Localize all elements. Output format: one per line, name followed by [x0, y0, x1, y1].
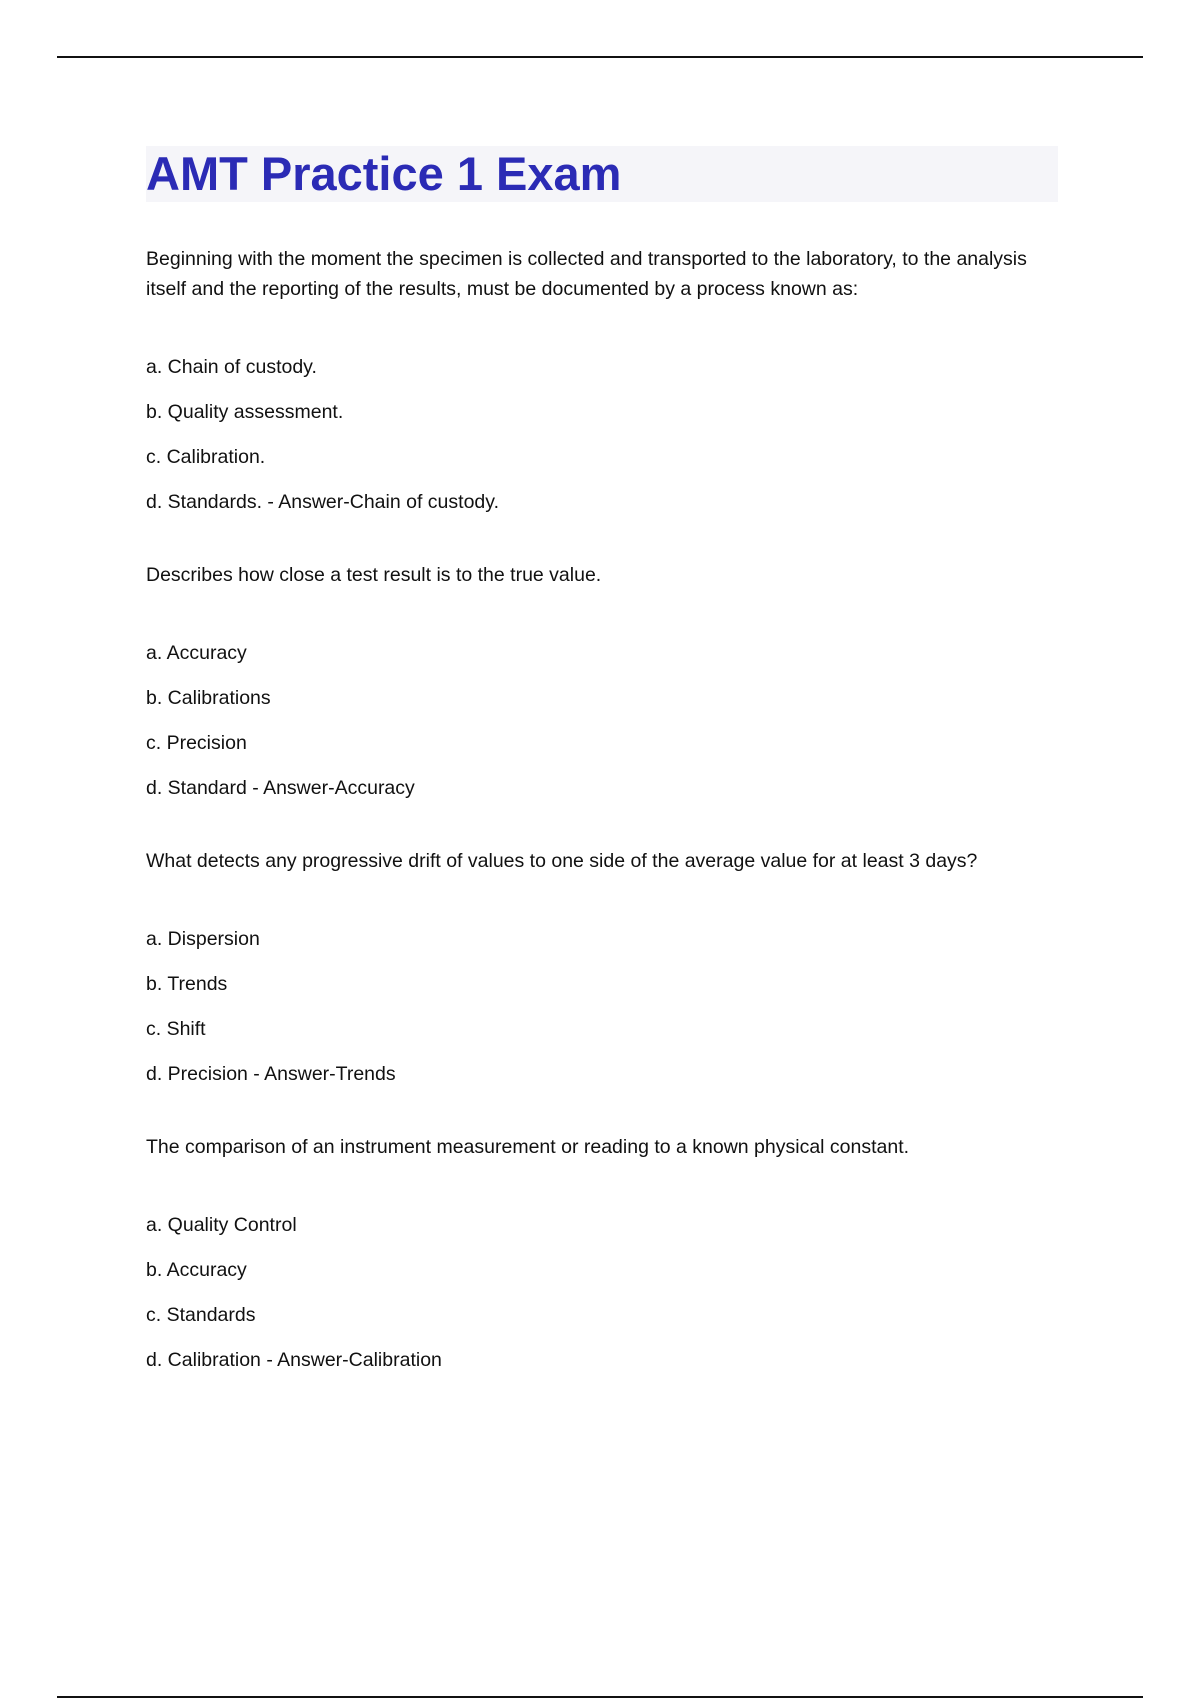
document-title: AMT Practice 1 Exam	[146, 147, 622, 200]
option-a: a. Accuracy	[146, 642, 247, 664]
options-list	[146, 638, 1058, 803]
option-a: a. Chain of custody.	[146, 356, 317, 378]
question-4	[146, 1132, 1058, 1375]
options-list	[146, 1210, 1058, 1375]
option-d-answer: d. Standard - Answer-Accuracy	[146, 777, 415, 799]
option-b: b. Calibrations	[146, 687, 271, 709]
question-1	[146, 244, 1058, 517]
option-c: c. Precision	[146, 732, 247, 754]
document-body	[146, 146, 1058, 1418]
option-c: c. Calibration.	[146, 446, 266, 468]
option-d-answer: d. Standards. - Answer-Chain of custody.	[146, 491, 499, 513]
question-text: Beginning with the moment the specimen is collected and transported to the laboratory, to the analysis itself and the reporting of the results, must be documented by a process known as:	[146, 248, 1027, 300]
question-text: What detects any progressive drift of values to one side of the average value for at least 3 days?	[146, 850, 978, 872]
footer-rule	[57, 1696, 1143, 1698]
option-c: c. Shift	[146, 1018, 206, 1040]
question-3	[146, 846, 1058, 1089]
question-2	[146, 560, 1058, 803]
option-d-answer: d. Calibration - Answer-Calibration	[146, 1349, 442, 1371]
option-b: b. Accuracy	[146, 1259, 247, 1281]
option-a: a. Quality Control	[146, 1214, 297, 1236]
title-band	[146, 146, 1058, 202]
header-rule	[57, 56, 1143, 58]
options-list	[146, 924, 1058, 1089]
option-d-answer: d. Precision - Answer-Trends	[146, 1063, 396, 1085]
option-b: b. Trends	[146, 973, 228, 995]
options-list	[146, 352, 1058, 517]
option-c: c. Standards	[146, 1304, 256, 1326]
question-text: The comparison of an instrument measurement or reading to a known physical constant.	[146, 1136, 910, 1158]
option-a: a. Dispersion	[146, 928, 260, 950]
question-text: Describes how close a test result is to the true value.	[146, 564, 602, 586]
option-b: b. Quality assessment.	[146, 401, 344, 423]
